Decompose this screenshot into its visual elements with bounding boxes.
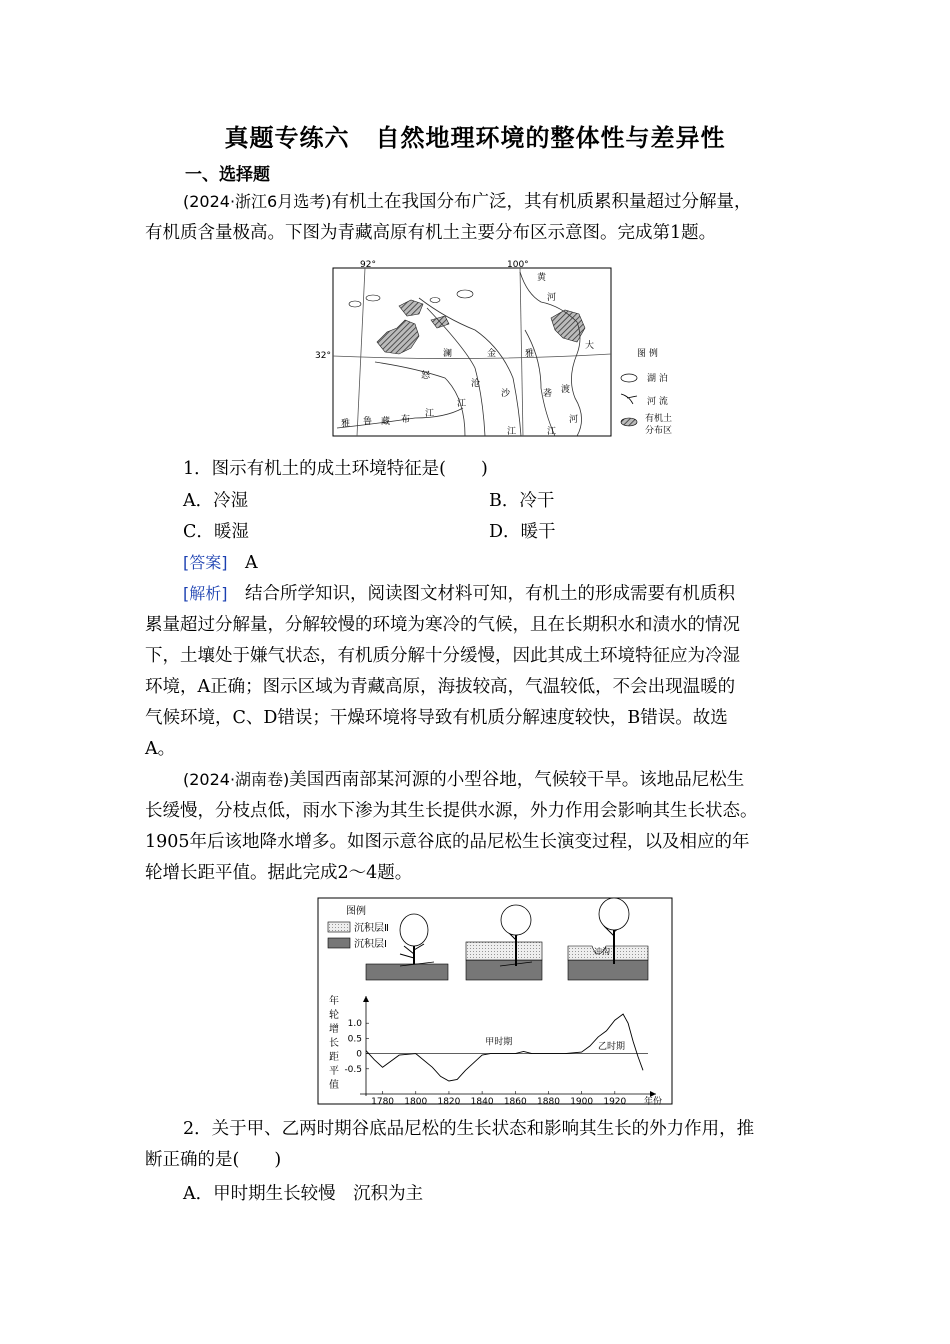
source-tag: (2024·浙江6月选考): [183, 192, 332, 211]
lake-legend-icon: [621, 374, 637, 382]
gully-label: 冲沟: [594, 947, 610, 956]
option-a: A．冷湿: [183, 491, 249, 511]
river-label: 江: [547, 427, 557, 437]
x-tick-label: 1920: [603, 1097, 627, 1107]
x-tick-label: 1880: [537, 1097, 560, 1107]
analysis-line: 结合所学知识，阅读图文材料可知，有机土的形成需要有机质积: [245, 584, 735, 604]
annotation-yi: 乙时期: [597, 1042, 626, 1053]
intro-line: 1905年后该地降水增多。如图示意谷底的品尼松生长演变过程，以及相应的年: [145, 832, 750, 852]
layer1-legend-swatch: [328, 938, 350, 948]
intro-line: 美国西南部某河源的小型谷地，气候较干旱。该地品尼松生: [289, 770, 745, 790]
x-axis-label: 年份: [643, 1097, 662, 1107]
intro-line: 有机土在我国分布广泛，其有机质累积量超过分解量，: [331, 192, 752, 212]
option-b: B．冷干: [489, 491, 555, 511]
legend-title: 图 例: [637, 349, 658, 359]
y-tick-label: -0.5: [344, 1064, 362, 1075]
river-label: 金: [487, 349, 497, 359]
river-label: 黄: [537, 273, 547, 283]
question-2-stem: [145, 1114, 810, 1176]
river-label: 藏: [381, 417, 391, 427]
lat-label-32: 32°: [315, 351, 331, 361]
legend-lake: 湖 泊: [647, 374, 668, 384]
page-title: 真题专练六 自然地理环境的整体性与差异性: [224, 124, 726, 152]
river-label: 怒: [421, 371, 431, 381]
river-label: 沙: [501, 389, 511, 399]
river-label: 江: [425, 409, 435, 419]
river-label: 江: [507, 427, 517, 437]
river-label: 澜: [443, 349, 453, 359]
y-tick-label: 1.0: [347, 1019, 362, 1030]
pine-figure: [316, 896, 676, 1108]
y-axis-label-char: 年: [329, 996, 339, 1007]
x-tick-label: 1860: [503, 1097, 527, 1107]
river-label: 雅: [341, 419, 351, 429]
chart-legend-title: 图例: [346, 906, 366, 917]
y-axis-label-char: 平: [329, 1066, 339, 1077]
analysis-tag: [解析]: [183, 584, 228, 603]
river-label: 大: [585, 341, 595, 351]
river-label: 河: [569, 415, 579, 425]
question-2-line: 断正确的是( ): [145, 1150, 282, 1170]
x-tick-label: 1840: [470, 1097, 494, 1107]
x-tick-label: 1820: [437, 1097, 461, 1107]
option-c: C．暖湿: [183, 522, 249, 542]
legend-soil-1: 有机土: [645, 414, 673, 424]
x-tick-label: 1900: [570, 1097, 594, 1107]
y-axis-label-char: 增: [329, 1024, 339, 1035]
legend-soil-2: 分布区: [645, 426, 673, 436]
question-1-stem: 1．图示有机土的成土环境特征是( ): [183, 459, 488, 479]
map-frame: [333, 268, 611, 436]
legend-river: 河 流: [647, 397, 668, 407]
river-label: 鲁: [363, 417, 373, 427]
plateau-map: [315, 258, 695, 442]
source-tag: (2024·湖南卷): [183, 770, 290, 789]
river-label: 沧: [471, 379, 481, 389]
y-tick-label: 0.5: [347, 1034, 362, 1045]
legend-layer1: 沉积层Ⅰ: [354, 939, 387, 950]
lon-label-92: 92°: [360, 260, 376, 270]
analysis-line: 气候环境，C、D错误；干燥环境将导致有机质分解速度较快，B错误。故选: [145, 708, 728, 728]
answer-tag: [答案]: [183, 553, 228, 572]
option-d: D．暖干: [489, 522, 556, 542]
analysis-line: 环境，A正确；图示区域为青藏高原，海拔较高，气温较低，不会出现温暖的: [145, 677, 736, 697]
intro-line: 有机质含量极高。下图为青藏高原有机土主要分布区示意图。完成第1题。: [145, 223, 717, 243]
y-axis-label-char: 长: [329, 1038, 339, 1049]
river-label: 雅: [525, 349, 535, 359]
river-label: 砻: [543, 389, 553, 399]
intro-line: 长缓慢，分枝点低，雨水下渗为其生长提供水源，外力作用会影响其生长状态。: [145, 801, 758, 821]
y-tick-label: 0: [356, 1049, 362, 1060]
river-label: 渡: [561, 385, 571, 395]
annotation-jia: 甲时期: [485, 1037, 513, 1048]
section-heading: 一、选择题: [185, 165, 270, 185]
intro-line: 轮增长距平值。据此完成2～4题。: [145, 863, 413, 883]
x-tick-label: 1800: [404, 1097, 428, 1107]
q2-option-a: A．甲时期生长较慢 沉积为主: [183, 1184, 424, 1204]
analysis-line: 累量超过分解量，分解较慢的环境为寒冷的气候，且在长期积水和渍水的情况: [145, 615, 740, 635]
lon-label-100: 100°: [507, 260, 529, 270]
layer2-legend-swatch: [328, 922, 350, 932]
answer-value: A: [245, 553, 258, 573]
question-2-line: 2．关于甲、乙两时期谷底品尼松的生长状态和影响其生长的外力作用，推: [183, 1119, 755, 1139]
river-label: 布: [401, 415, 411, 425]
y-axis-label-char: 值: [329, 1080, 339, 1091]
river-label: 河: [547, 293, 557, 303]
analysis-line: A。: [145, 739, 176, 759]
y-axis-label-char: 轮: [329, 1010, 339, 1021]
intro-paragraph-1: [145, 186, 810, 249]
legend-layer2: 沉积层Ⅱ: [354, 923, 389, 934]
analysis-paragraph: [145, 578, 810, 765]
analysis-line: 下，土壤处于嫌气状态，有机质分解十分缓慢，因此其成土环境特征应为冷湿: [145, 646, 740, 666]
x-tick-label: 1780: [371, 1097, 395, 1107]
soil-legend-icon: [621, 418, 637, 426]
intro-paragraph-2: [145, 764, 810, 889]
answer-line: [183, 549, 258, 574]
river-legend-icon: [621, 394, 637, 404]
y-axis-label-char: 距: [329, 1052, 339, 1063]
river-label: 江: [457, 399, 467, 409]
